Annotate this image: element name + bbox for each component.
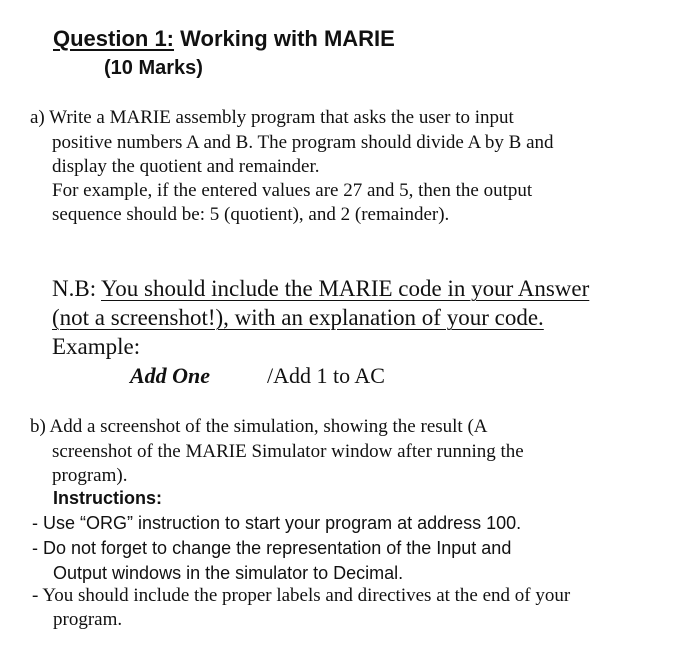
note-line-1 — [52, 276, 589, 302]
note-text-1: You should include the MARIE code in your Answer — [101, 276, 590, 301]
question-marks: (10 Marks) — [104, 57, 203, 79]
example-comment: /Add 1 to AC — [267, 363, 385, 388]
question-title — [53, 26, 395, 52]
part-b-line: screenshot of the MARIE Simulator window after running the — [52, 441, 524, 462]
note-line-2 — [52, 305, 544, 331]
instruction-item: - Use “ORG” instruction to start your program at address 100. — [32, 513, 522, 533]
question-number: Question 1: — [53, 26, 175, 51]
instruction-item: - You should include the proper labels and directives at the end of your — [32, 585, 571, 606]
instruction-item: Output windows in the simulator to Decimal. — [53, 563, 404, 583]
instruction-item: program. — [53, 609, 123, 630]
question-topic: Working with MARIE — [180, 26, 395, 51]
part-a-line: For example, if the entered values are 27 and 5, then the output — [52, 180, 533, 201]
note-text-2: (not a screenshot!), with an explanation of your code. — [52, 305, 544, 330]
part-a-line: display the quotient and remainder. — [52, 156, 320, 177]
note-prefix: N.B: — [52, 276, 101, 301]
part-a-line: a) Write a MARIE assembly program that asks the user to input — [30, 107, 514, 128]
part-b-line: b) Add a screenshot of the simulation, showing the result (A — [30, 416, 488, 437]
part-a-line: sequence should be: 5 (quotient), and 2 (remainder). — [52, 204, 450, 225]
part-a-line: positive numbers A and B. The program should divide A by B and — [52, 132, 554, 153]
instructions-heading: Instructions: — [53, 488, 163, 508]
part-b-line: program). — [52, 465, 128, 486]
instruction-item: - Do not forget to change the representation of the Input and — [32, 538, 512, 558]
example-code: Add One — [130, 363, 211, 388]
example-label: Example: — [52, 334, 141, 359]
